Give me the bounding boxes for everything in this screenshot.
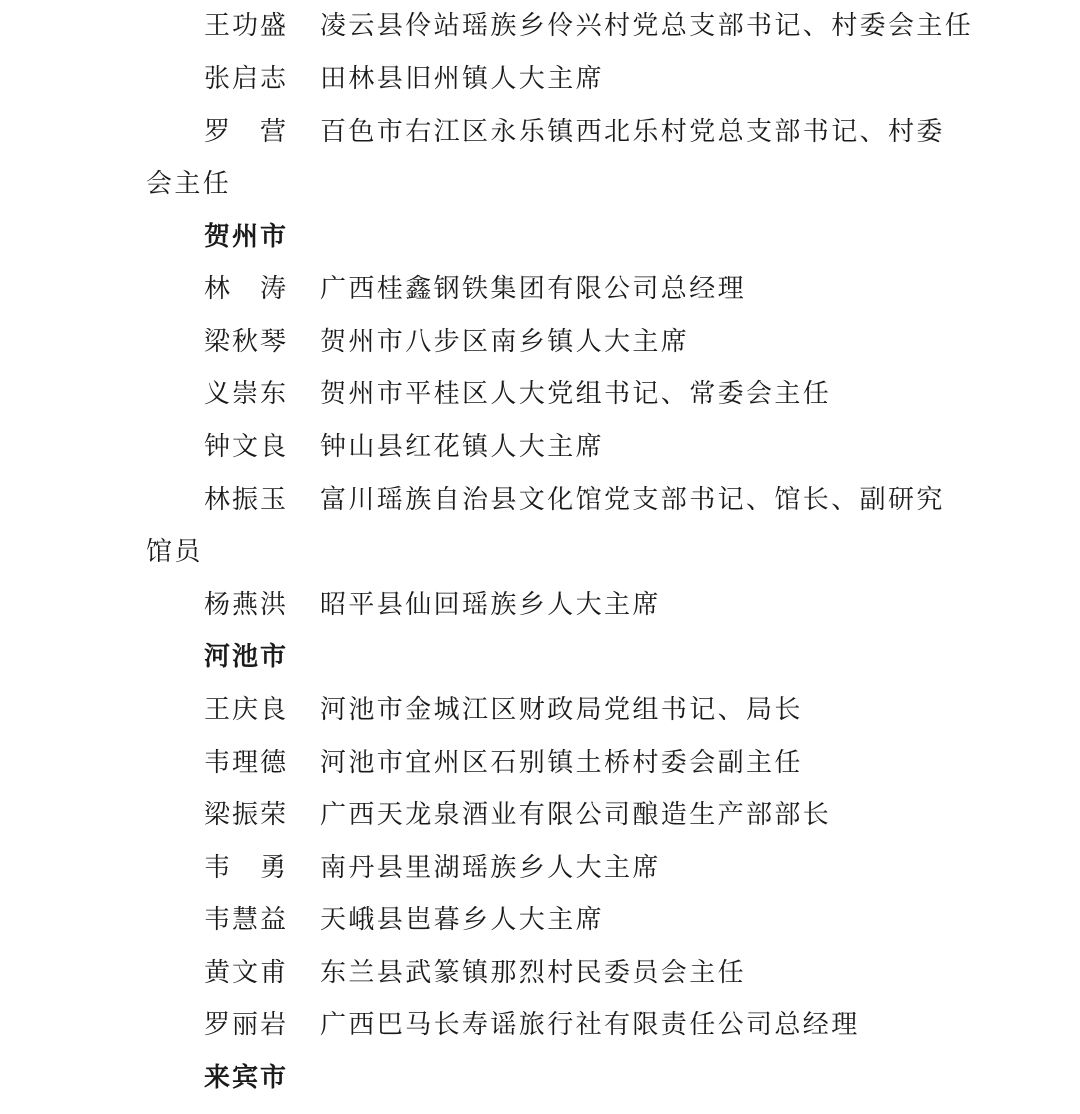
entry-row — [0, 579, 1080, 631]
entry-row — [0, 842, 1080, 894]
person-name: 王功盛 — [204, 11, 289, 41]
person-title: 百色市右江区永乐镇西北乐村党总支部书记、村委 — [320, 117, 945, 147]
entry-row — [0, 684, 1080, 736]
person-name: 钟文良 — [204, 432, 289, 462]
entry-row — [0, 894, 1080, 946]
person-title-continuation: 馆员 — [146, 537, 203, 567]
person-title: 东兰县武篆镇那烈村民委员会主任 — [320, 958, 747, 988]
person-title: 天峨县岜暮乡人大主席 — [320, 905, 605, 935]
person-title: 贺州市平桂区人大党组书记、常委会主任 — [320, 379, 832, 409]
section-heading-row — [0, 631, 1080, 683]
section-heading: 河池市 — [204, 642, 289, 672]
person-name: 林振玉 — [204, 485, 289, 515]
person-name: 韦理德 — [204, 748, 289, 778]
person-title: 凌云县伶站瑶族乡伶兴村党总支部书记、村委会主任 — [320, 11, 974, 41]
person-name: 梁秋琴 — [204, 327, 289, 357]
person-title: 贺州市八步区南乡镇人大主席 — [320, 327, 690, 357]
entry-row — [0, 474, 1080, 526]
person-title: 富川瑶族自治县文化馆党支部书记、馆长、副研究 — [320, 485, 945, 515]
entry-row — [0, 263, 1080, 315]
entry-row — [0, 999, 1080, 1051]
entry-row — [0, 421, 1080, 473]
person-title: 田林县旧州镇人大主席 — [320, 64, 605, 94]
entry-row — [0, 53, 1080, 105]
person-name: 杨燕洪 — [204, 590, 289, 620]
section-heading-row — [0, 211, 1080, 263]
person-title: 广西巴马长寿谣旅行社有限责任公司总经理 — [320, 1010, 860, 1040]
entry-continuation — [0, 158, 1080, 210]
person-name: 罗 营 — [204, 117, 289, 147]
person-name: 梁振荣 — [204, 800, 289, 830]
section-heading: 贺州市 — [204, 222, 289, 252]
section-heading-row — [0, 1052, 1080, 1104]
person-name: 罗丽岩 — [204, 1010, 289, 1040]
person-title-continuation: 会主任 — [146, 169, 232, 199]
entry-continuation — [0, 526, 1080, 578]
person-name: 义崇东 — [204, 379, 289, 409]
person-title: 广西天龙泉酒业有限公司酿造生产部部长 — [320, 800, 832, 830]
person-title: 河池市金城江区财政局党组书记、局长 — [320, 695, 803, 725]
entry-row — [0, 106, 1080, 158]
entry-row — [0, 789, 1080, 841]
person-name: 张启志 — [204, 64, 289, 94]
person-title: 昭平县仙回瑶族乡人大主席 — [320, 590, 661, 620]
entry-row — [0, 0, 1080, 52]
person-name: 韦 勇 — [204, 853, 289, 883]
entry-row — [0, 368, 1080, 420]
section-heading: 来宾市 — [204, 1063, 289, 1093]
person-name: 林 涛 — [204, 274, 289, 304]
person-name: 王庆良 — [204, 695, 289, 725]
person-title: 广西桂鑫钢铁集团有限公司总经理 — [320, 274, 747, 304]
person-title: 河池市宜州区石别镇土桥村委会副主任 — [320, 748, 803, 778]
entry-row — [0, 316, 1080, 368]
person-title: 钟山县红花镇人大主席 — [320, 432, 605, 462]
entry-row — [0, 947, 1080, 999]
entry-row — [0, 737, 1080, 789]
person-name: 韦慧益 — [204, 905, 289, 935]
person-title: 南丹县里湖瑶族乡人大主席 — [320, 853, 661, 883]
person-name: 黄文甫 — [204, 958, 289, 988]
